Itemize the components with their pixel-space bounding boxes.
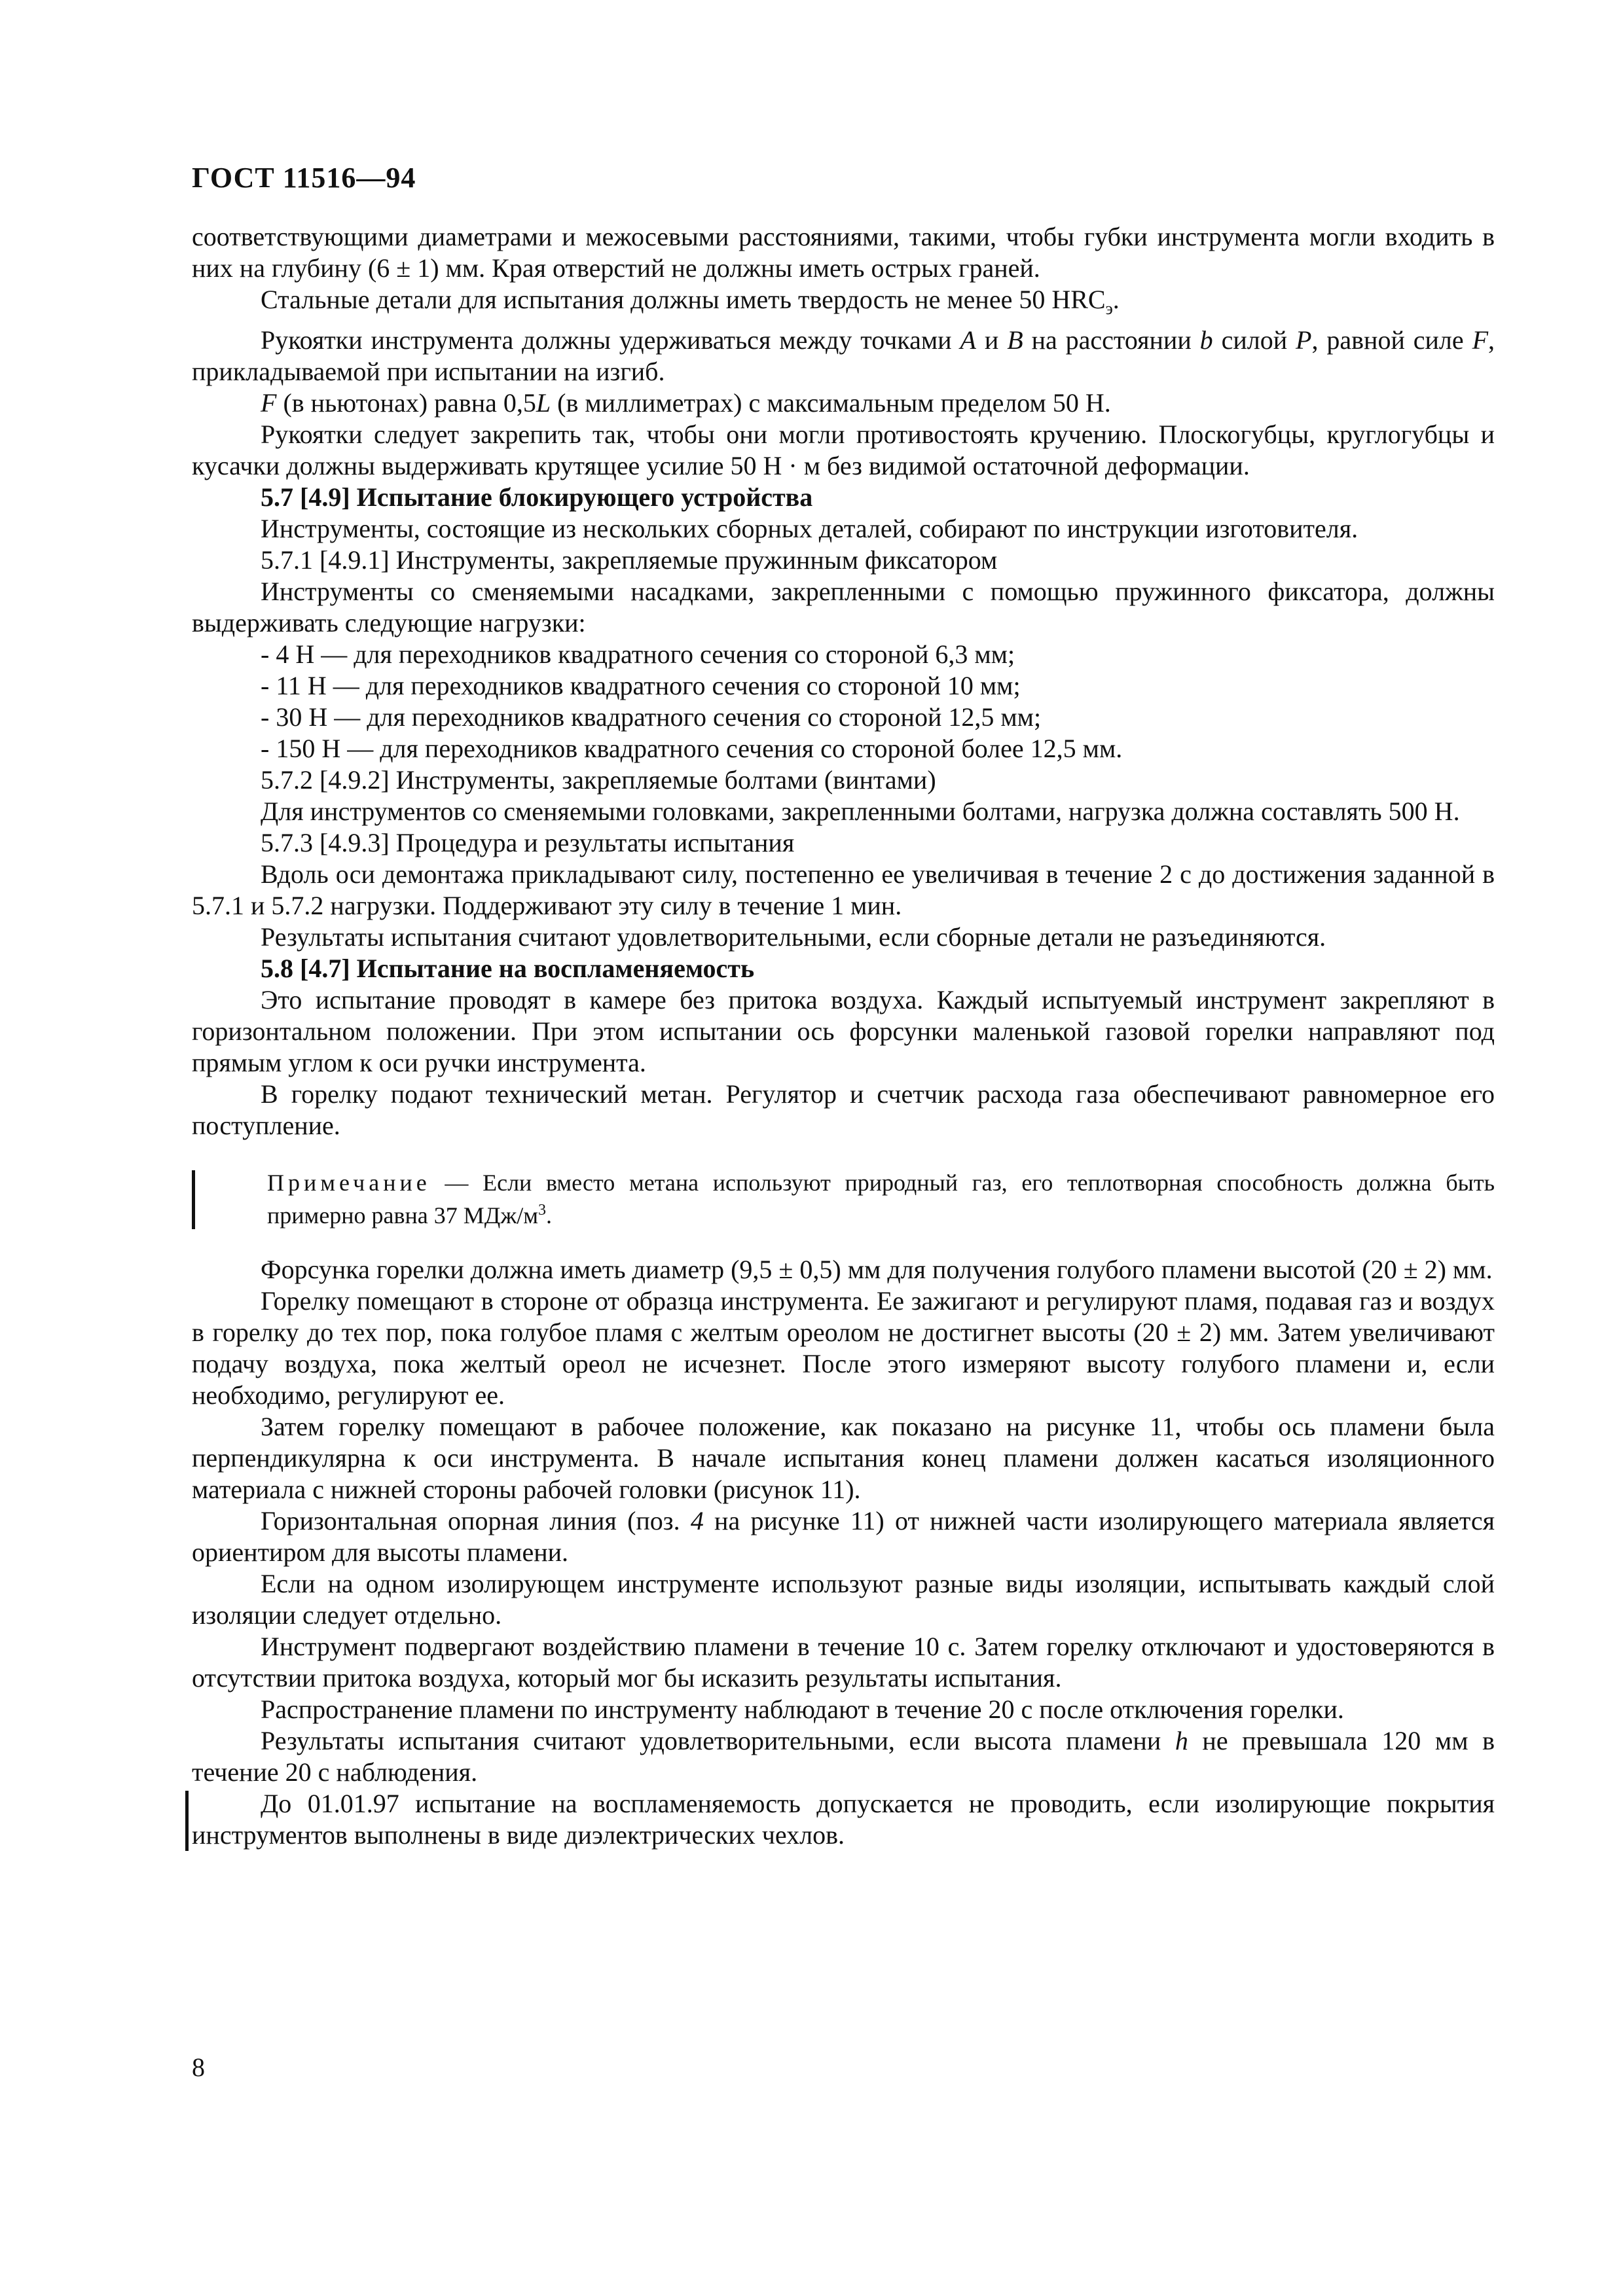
paragraph: Это испытание проводят в камере без притока воздуха. Каждый испытуемый инструмент закрепляют в горизонтальном положении. При этом испытании ось форсунки маленькой газовой горелки направляют под прямым углом к оси ручки инструмента. bbox=[192, 985, 1495, 1077]
note-label: Примечание bbox=[267, 1170, 431, 1196]
amended-paragraph bbox=[192, 1788, 1495, 1851]
paragraph: Инструмент подвергают воздействию пламени в течение 10 с. Затем горелку отключают и удостоверяются в отсутствии притока воздуха, который мог бы исказить результаты испытания. bbox=[192, 1632, 1495, 1693]
paragraph: В горелку подают технический метан. Регулятор и счетчик расхода газа обеспечивают равномерное его поступление. bbox=[192, 1079, 1495, 1140]
paragraph: Инструменты со сменяемыми насадками, закрепленными с помощью пружинного фиксатора, должны выдерживать следующие нагрузки: bbox=[192, 577, 1495, 637]
note-text: — Если вместо метана используют природный газ, его теплотворная способность должна быть примерно равна 37 МДж/м bbox=[267, 1170, 1495, 1229]
paragraph: Распространение пламени по инструменту наблюдают в течение 20 с после отключения горелки. bbox=[261, 1695, 1344, 1724]
note-block: Примечание — Если вместо метана используют природный газ, его теплотворная способность должна быть примерно равна 37 МДж/$м^3$. bbox=[192, 1169, 1495, 1229]
page-number: 8 bbox=[192, 2053, 205, 2082]
paragraph: Для инструментов со сменяемыми головками, закрепленными болтами, нагрузка должна составлять 500 Н. bbox=[261, 797, 1460, 826]
paragraph: Вдоль оси демонтажа прикладывают силу, постепенно ее увеличивая в течение 2 с до достижения заданной в 5.7.1 и 5.7.2 нагрузки. Поддерживают эту силу в течение 1 мин. bbox=[192, 859, 1495, 920]
paragraph: Результаты испытания считают удовлетворительными, если высота пламени h не превышала 120 мм в течение 20 с наблюдения. bbox=[192, 1726, 1495, 1787]
list-item: - 11 Н — для переходников квадратного сечения со стороной 10 мм; bbox=[261, 671, 1021, 700]
list-item: - 150 Н — для переходников квадратного сечения со стороной более 12,5 мм. bbox=[261, 734, 1123, 763]
paragraph: Стальные детали для испытания должны иметь твердость не менее 50 $HRC_э$. bbox=[261, 285, 1120, 318]
change-bar bbox=[192, 1170, 195, 1229]
subsection-heading: 5.7.2 [4.9.2] Инструменты, закрепляемые болтами (винтами) bbox=[261, 765, 936, 795]
paragraph: Если на одном изолирующем инструменте используют разные виды изоляции, испытывать каждый слой изоляции следует отдельно. bbox=[192, 1569, 1495, 1630]
document-header: ГОСТ 11516—94 bbox=[192, 162, 416, 194]
paragraph: Рукоятки инструмента должны удерживаться между точками A и B на расстоянии b силой P, равной силе F, прикладываемой при испытании на изгиб. bbox=[192, 325, 1495, 386]
change-bar bbox=[185, 1791, 189, 1851]
section-heading: 5.7 [4.9] Испытание блокирующего устройства bbox=[261, 482, 813, 512]
paragraph: Горелку помещают в стороне от образца инструмента. Ее зажигают и регулируют пламя, подавая газ и воздух в горелку до тех пор, пока голубое пламя с желтым ореолом не достигнет высоты (20 ± 2) мм. Затем увеличивают подачу воздуха, пока желтый ореол не исчезнет. После этого измеряют высоту голубого пламени и, если необходимо, регулируют ее. bbox=[192, 1286, 1495, 1410]
section-heading: 5.8 [4.7] Испытание на воспламеняемость bbox=[261, 954, 755, 983]
subsection-heading: 5.7.3 [4.9.3] Процедура и результаты испытания bbox=[261, 828, 795, 857]
paragraph: соответствующими диаметрами и межосевыми расстояниями, такими, чтобы губки инструмента могли входить в них на глубину (6 ± 1) мм. Края отверстий не должны иметь острых граней. bbox=[192, 222, 1495, 283]
list-item: - 30 Н — для переходников квадратного сечения со стороной 12,5 мм; bbox=[261, 702, 1042, 732]
paragraph: До 01.01.97 испытание на воспламеняемость допускается не проводить, если изолирующие покрытия инструментов выполнены в виде диэлектрических чехлов. bbox=[192, 1789, 1495, 1850]
subsection-heading: 5.7.1 [4.9.1] Инструменты, закрепляемые пружинным фиксатором bbox=[261, 545, 998, 575]
document-body bbox=[192, 221, 1495, 1851]
paragraph: Рукоятки следует закрепить так, чтобы они могли противостоять кручению. Плоскогубцы, круглогубцы и кусачки должны выдерживать крутящее усилие 50 Н · м без видимой остаточной деформации. bbox=[192, 420, 1495, 480]
paragraph: Форсунка горелки должна иметь диаметр (9,5 ± 0,5) мм для получения голубого пламени высотой (20 ± 2) мм. bbox=[261, 1255, 1493, 1284]
paragraph: Затем горелку помещают в рабочее положение, как показано на рисунке 11, чтобы ось пламени была перпендикулярна к оси инструмента. В начале испытания конец пламени должен касаться изоляционного материала с нижней стороны рабочей головки (рисунок 11). bbox=[192, 1412, 1495, 1504]
list-item: - 4 Н — для переходников квадратного сечения со стороной 6,3 мм; bbox=[261, 639, 1015, 669]
paragraph: F (в ньютонах) равна 0,5L (в миллиметрах) с максимальным пределом 50 Н. bbox=[261, 388, 1111, 418]
paragraph: Горизонтальная опорная линия (поз. 4 на рисунке 11) от нижней части изолирующего материала является ориентиром для высоты пламени. bbox=[192, 1506, 1495, 1567]
paragraph: Инструменты, состоящие из нескольких сборных деталей, собирают по инструкции изготовителя. bbox=[261, 514, 1359, 543]
paragraph: Результаты испытания считают удовлетворительными, если сборные детали не разъединяются. bbox=[261, 922, 1326, 952]
